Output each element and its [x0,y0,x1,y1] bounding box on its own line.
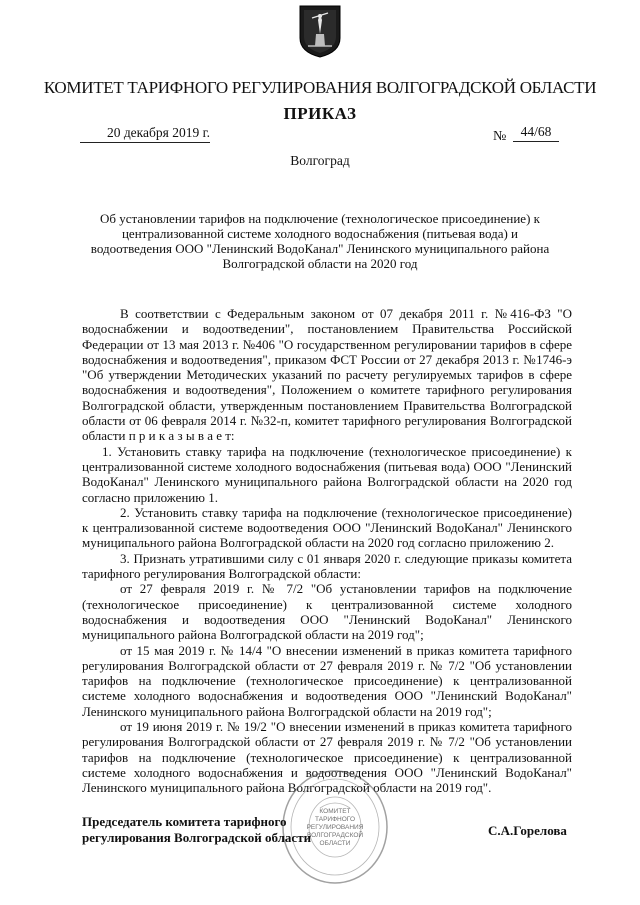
repealed-order-2: от 15 мая 2019 г. № 14/4 "О внесении изменений в приказ комитета тарифного регулирования Волгоградской области от 27 февраля 2019 г. № 7/2 "Об установлении тарифов на подключение (технологическое присоединение) к централизованной системе холодного водоснабжения и водоотведения ООО "Ленинский ВодоКанал" Ленинского муниципального района Волгоградской области на 2019 год"; [82,642,572,719]
volgograd-coat-of-arms-icon [298,4,342,58]
signatory-position [82,814,311,846]
repealed-order-3: от 19 июня 2019 г. № 19/2 "О внесении изменений в приказ комитета тарифного регулирования Волгоградской области от 27 февраля 2019 г. № 7/2 "Об установлении тарифов на подключение (технологическое присоединение) к централизованной системе холодного водоснабжения и водоотведения ООО "Ленинский ВодоКанал" Ленинского муниципального района Волгоградской области на 2019 год". [82,719,572,796]
item-2-paragraph: 2. Установить ставку тарифа на подключение (технологическое присоединение) к централизованной системе водоотведения ООО "Ленинский ВодоКанал" Ленинского муниципального района Волгоградской области на 2020 год согласно приложению 2. [82,504,572,551]
order-subject: Об установлении тарифов на подключение (технологическое присоединение) к централизованной системе холодного водоснабжения (питьевая вода) и водоотведения ООО "Ленинский ВодоКанал" Ленинского муниципального района Волгоградской области на 2020 год [90,211,550,271]
order-body [82,306,572,796]
signatory-position-line2: регулирования Волгоградской области [82,830,312,845]
number-sign: № [493,129,507,144]
signatory-name: С.А.Горелова [488,823,567,838]
repealed-order-1: от 27 февраля 2019 г. № 7/2 "Об установлении тарифов на подключение (технологическое присоединение) к централизованной системе холодного водоснабжения и водоотведения ООО "Ленинский ВодоКанал" Ленинского муниципального района Волгоградской области на 2019 год"; [82,581,572,643]
order-number: 44/68 [513,124,559,142]
signatory-position-line1: Председатель комитета тарифного [82,814,287,829]
committee-name: КОМИТЕТ ТАРИФНОГО РЕГУЛИРОВАНИЯ ВОЛГОГРАДСКОЙ ОБЛАСТИ [43,78,597,97]
item-1-paragraph: 1. Установить ставку тарифа на подключение (технологическое присоединение) к централизованной системе холодного водоснабжения (питьевая вода) ООО "Ленинский ВодоКанал" Ленинского муниципального района Волгоградской области на 2020 год согласно приложению 1. [82,443,572,505]
city: Волгоград [290,153,350,168]
stamp-text: КОМИТЕТ ТАРИФНОГО РЕГУЛИРОВАНИЯ ВОЛГОГРАДСКОЙ ОБЛАСТИ [306,808,364,847]
document-title: ПРИКАЗ [283,104,357,123]
item-3-paragraph: 3. Признать утратившими силу с 01 января 2020 г. следующие приказы комитета тарифного регулирования Волгоградской области: [82,550,572,582]
order-date: 20 декабря 2019 г. [80,125,210,143]
preamble-paragraph: В соответствии с Федеральным законом от 07 декабря 2011 г. №416-ФЗ "О водоснабжении и водоотведении", постановлением Правительства Российской Федерации от 13 мая 2013 г. №406 "О государственном регулировании тарифов в сфере водоснабжения и водоотведения", приказом ФСТ России от 27 декабря 2013 г. №1746-э "Об утверждении Методических указаний по расчету регулируемых тарифов в сфере водоснабжения и водоотведения", Положением о комитете тарифного регулирования Волгоградской области, утвержденным постановлением Правительства Волгоградской области от 06 февраля 2014 г. №32-п, комитет тарифного регулирования Волгоградской области п р и к а з ы в а е т: [82,306,572,444]
